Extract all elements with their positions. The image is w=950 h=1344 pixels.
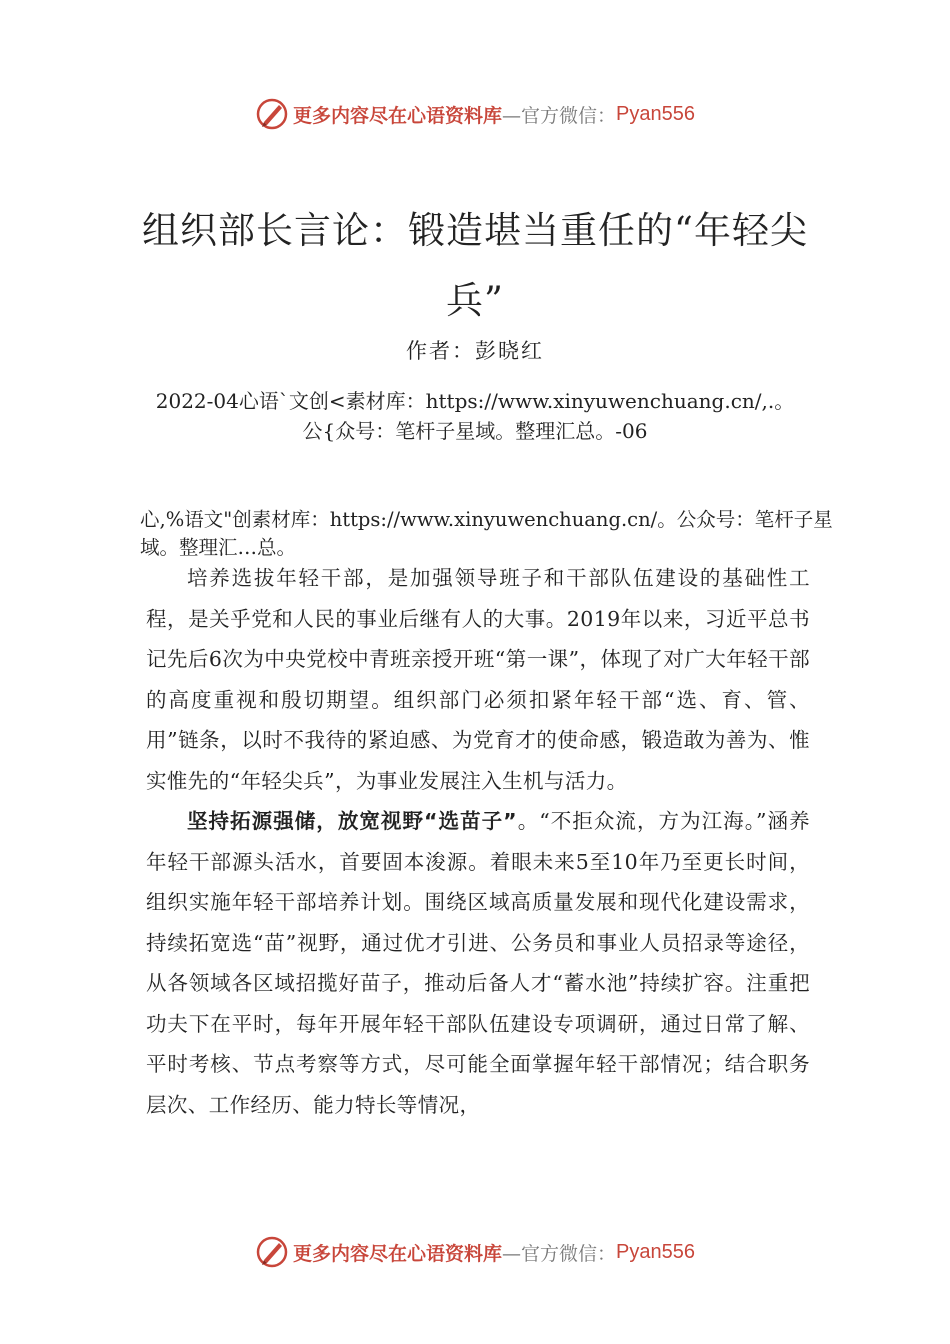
banner-text-main: 更多内容尽在心语资料库 [293, 1242, 503, 1265]
article-author: 作者：彭晓红 [406, 339, 544, 363]
banner-wechat-id: Pyan556 [616, 1240, 695, 1263]
footer-banner [0, 1232, 950, 1272]
pen-logo-icon [255, 97, 289, 131]
paragraph-2-lead: 坚持拓源强储，放宽视野“选苗子” [187, 809, 518, 833]
paragraph-2 [146, 801, 810, 1125]
paragraph-2-text: 。“不拒众流，方为江海。”涵养年轻干部源头活水，首要固本浚源。着眼未来5至10年乃至更长时间，组织实施年轻干部培养计划。围绕区域高质量发展和现代化建设需求，持续拓宽选“苗”视野，通过优才引进、公务员和事业人员招录等途径，从各领域各区域招揽好苗子，推动后备人才“蓄水池”持续扩容。注重把功夫下在平时，每年开展年轻干部队伍建设专项调研，通过日常了解、平时考核、节点考察等方式，尽可能全面掌握年轻干部情况；结合职务层次、工作经历、能力特长等情况， [146, 809, 810, 1117]
banner-wechat-id: Pyan556 [616, 102, 695, 125]
paragraph-1: 培养选拔年轻干部，是加强领导班子和干部队伍建设的基础性工程，是关乎党和人民的事业后继有人的大事。2019年以来，习近平总书记先后6次为中央党校中青班亲授开班“第一课”，体现了对广大年轻干部的高度重视和殷切期望。组织部门必须扣紧年轻干部“选、育、管、用”链条，以时不我待的紧迫感、为党育才的使命感，锻造敢为善为、惟实惟先的“年轻尖兵”，为事业发展注入生机与活力。 [146, 566, 810, 793]
article-body [146, 558, 810, 1125]
banner-text-wechat: —官方微信： [502, 1242, 617, 1265]
source-line: 心,%语文"创素材库：https://www.xinyuwenchuang.cn/。公众号：笔杆子星域。整理汇…总。 [140, 508, 833, 559]
pen-logo-icon [255, 1235, 289, 1269]
banner-text-main: 更多内容尽在心语资料库 [293, 104, 503, 127]
article-date-source: 2022-04心语`文创<素材库：https://www.xinyuwenchuang.cn/,.。公{众号：笔杆子星域。整理汇总。-06 [155, 389, 795, 443]
header-banner [0, 94, 950, 134]
article-title: 组织部长言论：锻造堪当重任的“年轻尖兵” [142, 209, 808, 322]
banner-text-wechat: —官方微信： [502, 104, 617, 127]
